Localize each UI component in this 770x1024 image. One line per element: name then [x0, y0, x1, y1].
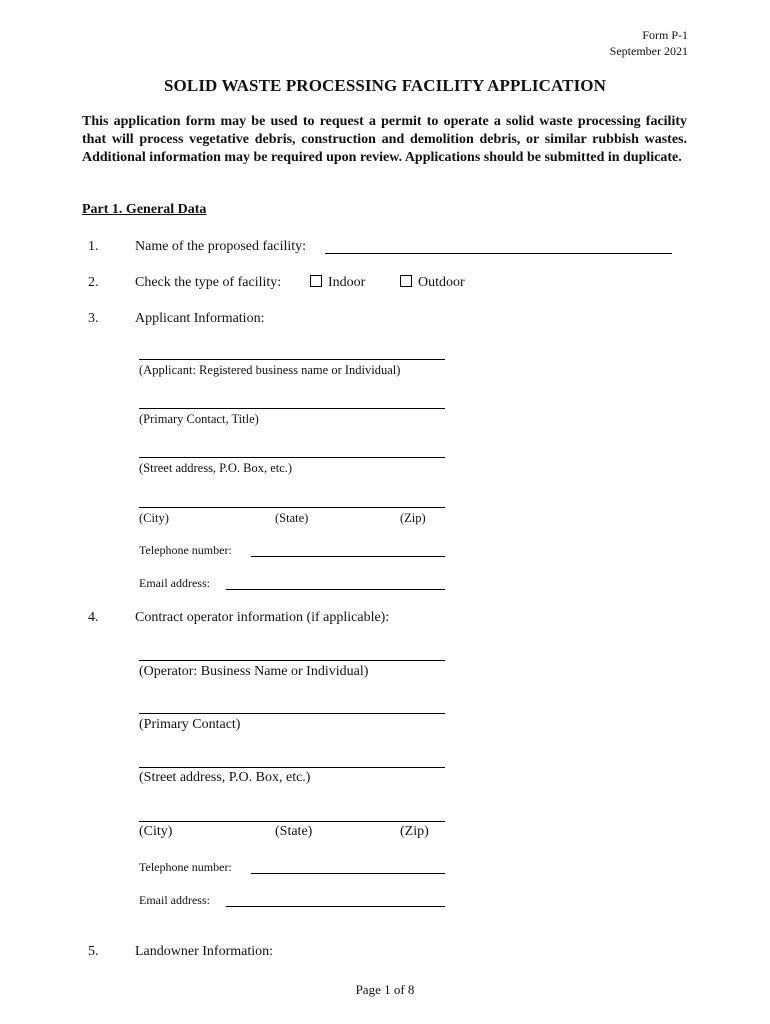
intro-paragraph: This application form may be used to request a permit to operate a solid waste processing facility that will process vegetative debris, construction and demolition debris, or similar rubbish wastes. Additional information may be required upon review. Applications should be submitted in duplicate.	[82, 114, 687, 165]
operator-contact-caption: (Primary Contact)	[139, 717, 241, 732]
item1-label: Name of the proposed facility:	[135, 239, 307, 254]
outdoor-checkbox[interactable]	[400, 275, 412, 287]
operator-phone-field[interactable]	[251, 860, 445, 874]
operator-state-caption: (State)	[275, 824, 313, 839]
item5-label: Landowner Information:	[135, 944, 274, 959]
page-title: SOLID WASTE PROCESSING FACILITY APPLICATION	[164, 76, 606, 95]
item5-number: 5.	[88, 944, 99, 959]
operator-street-field[interactable]	[139, 753, 445, 768]
applicant-email-field[interactable]	[226, 576, 445, 590]
applicant-contact-caption: (Primary Contact, Title)	[139, 412, 259, 426]
operator-zip-caption: (Zip)	[400, 824, 429, 839]
item3-label: Applicant Information:	[135, 311, 265, 326]
applicant-street-caption: (Street address, P.O. Box, etc.)	[139, 461, 293, 475]
operator-name-caption: (Operator: Business Name or Individual)	[139, 664, 369, 679]
applicant-state-caption: (State)	[275, 511, 309, 525]
item3-number: 3.	[88, 311, 99, 326]
applicant-phone-label: Telephone number:	[139, 543, 232, 557]
page-number: Page 1 of 8	[355, 982, 415, 997]
item2-label: Check the type of facility:	[135, 275, 282, 290]
applicant-name-field[interactable]	[139, 345, 445, 360]
indoor-option[interactable]	[310, 275, 365, 291]
operator-city-caption: (City)	[139, 824, 173, 839]
operator-phone-label: Telephone number:	[139, 860, 232, 874]
item4-label: Contract operator information (if applicable):	[135, 610, 390, 625]
operator-contact-field[interactable]	[139, 699, 445, 714]
item2-number: 2.	[88, 275, 99, 290]
facility-name-field[interactable]	[325, 239, 672, 254]
applicant-email-label: Email address:	[139, 576, 210, 590]
outdoor-label: Outdoor	[418, 275, 465, 290]
operator-email-label: Email address:	[139, 893, 210, 907]
operator-city-state-zip-field[interactable]	[139, 807, 445, 822]
form-id: Form P-1	[642, 28, 688, 42]
part1-heading: Part 1. General Data	[82, 202, 207, 217]
indoor-checkbox[interactable]	[310, 275, 322, 287]
operator-name-field[interactable]	[139, 646, 445, 661]
operator-email-field[interactable]	[226, 893, 445, 907]
applicant-city-caption: (City)	[139, 511, 169, 525]
applicant-contact-field[interactable]	[139, 394, 445, 409]
applicant-city-state-zip-field[interactable]	[139, 493, 445, 508]
applicant-street-field[interactable]	[139, 443, 445, 458]
item1-number: 1.	[88, 239, 99, 254]
outdoor-option[interactable]	[400, 275, 465, 291]
applicant-zip-caption: (Zip)	[400, 511, 426, 525]
operator-street-caption: (Street address, P.O. Box, etc.)	[139, 770, 311, 785]
item4-number: 4.	[88, 610, 99, 625]
applicant-name-caption: (Applicant: Registered business name or Individual)	[139, 363, 401, 377]
applicant-phone-field[interactable]	[251, 543, 445, 557]
form-date: September 2021	[609, 44, 688, 58]
indoor-label: Indoor	[328, 275, 366, 290]
